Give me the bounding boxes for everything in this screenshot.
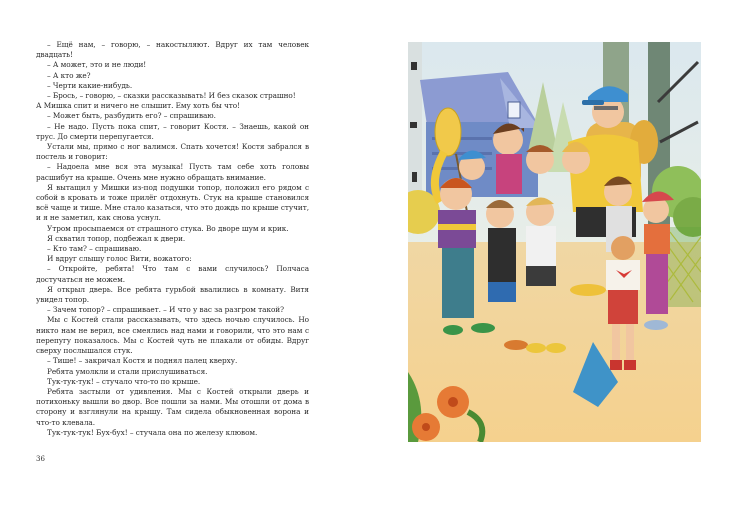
children-and-leader-illustration	[408, 42, 701, 442]
paragraph: Тук-тук-тук! Бух-бух! – стучала она по железу клювом.	[47, 427, 258, 437]
illustration	[408, 42, 701, 442]
paragraph: – Ещё нам, – говорю, – накостыляют. Вдруг их там человек двадцать!	[36, 40, 309, 60]
paragraph: – Кто там? – спрашиваю.	[47, 244, 142, 254]
paragraph: А Мишка спит и ничего не слышит. Ему хоть бы что!	[36, 101, 241, 111]
paragraph: Устали мы, прямо с ног валимся. Спать хочется! Костя забрался в постель и говорит:	[36, 142, 309, 162]
paragraph: – Брось, – говорю, – сказки рассказывать! И без сказок страшно!	[47, 91, 296, 101]
paragraph: Ребята застыли от удивления. Мы с Костей открыли дверь и потихоньку вышли во двор. Все пошли за нами. Мы отошли от дома в сторону и взглянули на крышу. Там сидела обыкновенная ворона и что-то клевала.	[36, 386, 309, 427]
text-column	[36, 40, 309, 438]
paragraph: – Тише! – закричал Костя и поднял палец кверху.	[47, 356, 238, 366]
page-number: 36	[36, 455, 45, 463]
paragraph: Ребята умолкли и стали прислушиваться.	[47, 366, 208, 376]
paragraph: Я вытащил у Мишки из-под подушки топор, положил его рядом с собой в кровать и тоже прилёг отдохнуть. Стук на крыше становился всё чаще и тише. Мне стало казаться, что это дождь по крыше стучит, и я не заметил, как снова уснул.	[36, 182, 309, 223]
paragraph: – Не надо. Пусть пока спит, – говорит Костя. – Знаешь, какой он трус. До смерти перепугается.	[36, 121, 309, 141]
paragraph: И вдруг слышу голос Вити, вожатого:	[47, 254, 192, 264]
paragraph: – Черти какие-нибудь.	[47, 80, 133, 90]
paragraph: Утром просыпаемся от страшного стука. Во дворе шум и крик.	[47, 223, 289, 233]
paragraph: – А может, это и не люди!	[47, 60, 147, 70]
paragraph: Мы с Костей стали рассказывать, что здесь ночью случилось. Но никто нам не верил, все смеялись над нами и говорили, что это нам с перепугу показалось. Мы с Костей чуть не плакали от обиды. Вдруг сверху послышался стук.	[36, 315, 309, 356]
paragraph: – Может быть, разбудить его? – спрашиваю.	[47, 111, 216, 121]
paragraph: Я схватил топор, подбежал к двери.	[47, 233, 186, 243]
paragraph: – Надоела мне вся эта музыка! Пусть там себе хоть головы расшибут на крыше. Очень мне нужно обращать внимание.	[36, 162, 309, 182]
paragraph: Тук-тук-тук! – стучало что-то по крыше.	[47, 376, 201, 386]
paragraph: – Откройте, ребята! Что там с вами случилось? Полчаса достучаться не можем.	[36, 264, 309, 284]
paragraph: – А кто же?	[47, 70, 91, 80]
paragraph: – Зачем топор? – спрашивает. – И что у вас за разгром такой?	[47, 305, 284, 315]
paragraph: Я открыл дверь. Все ребята гурьбой ввалились в комнату. Витя увидел топор.	[36, 284, 309, 305]
